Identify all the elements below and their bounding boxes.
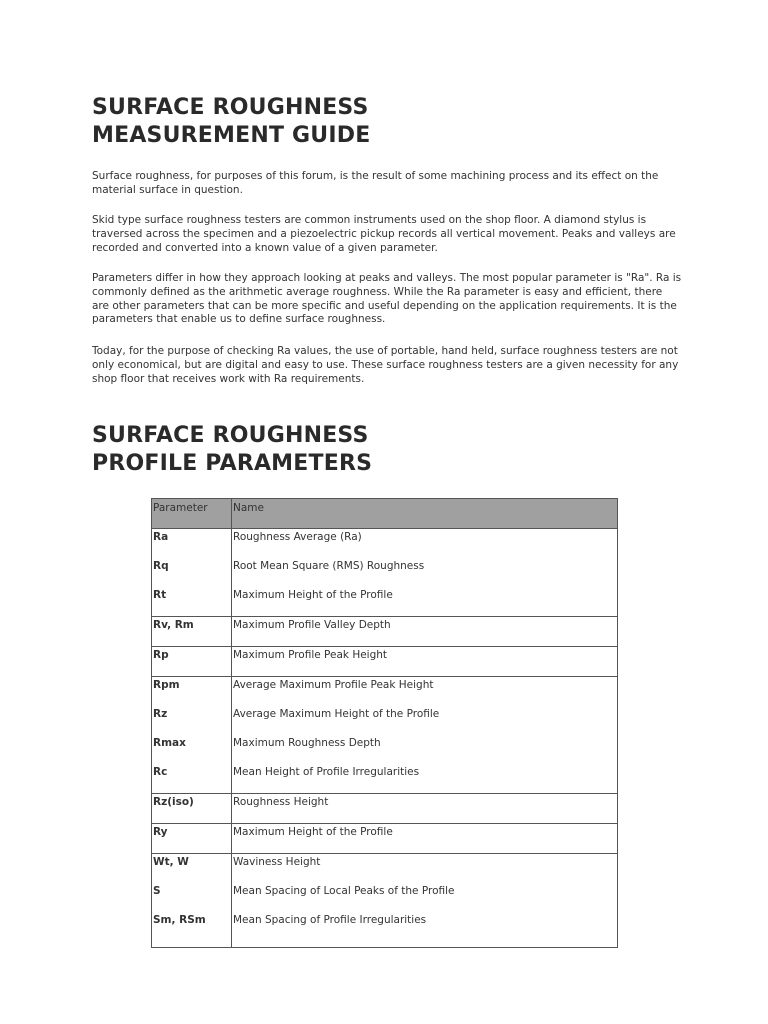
name-cell: Maximum Height of the Profile — [232, 824, 618, 854]
table-row — [152, 735, 618, 764]
title-line: MEASUREMENT GUIDE — [92, 123, 371, 148]
parameters-table — [151, 498, 618, 948]
name-cell: Waviness Height — [232, 854, 618, 884]
name-cell: Maximum Height of the Profile — [232, 587, 618, 617]
parameter-cell: Sm, RSm — [152, 912, 232, 948]
table-row — [152, 824, 618, 854]
table-row — [152, 794, 618, 824]
paragraph: Today, for the purpose of checking Ra values, the use of portable, hand held, surface roughness testers are not only economical, but are digital and easy to use. These surface roughness testers are a given necessity for any shop floor that receives work with Ra requirements. — [92, 345, 679, 385]
table-header-row — [152, 499, 618, 529]
table-row — [152, 764, 618, 794]
parameter-cell: Rpm — [152, 677, 232, 707]
parameter-cell: Rz — [152, 706, 232, 735]
parameter-cell: Rp — [152, 647, 232, 677]
parameter-cell: Rv, Rm — [152, 617, 232, 647]
name-cell: Average Maximum Profile Peak Height — [232, 677, 618, 707]
name-cell: Maximum Profile Valley Depth — [232, 617, 618, 647]
name-cell: Root Mean Square (RMS) Roughness — [232, 558, 618, 587]
parameter-cell: S — [152, 883, 232, 912]
parameter-cell: Rc — [152, 764, 232, 794]
table-row — [152, 912, 618, 948]
name-cell: Mean Spacing of Local Peaks of the Profile — [232, 883, 618, 912]
column-header-name: Name — [232, 499, 618, 529]
name-cell: Maximum Roughness Depth — [232, 735, 618, 764]
table-row — [152, 558, 618, 587]
table-row — [152, 706, 618, 735]
table-row — [152, 529, 618, 559]
name-cell: Mean Spacing of Profile Irregularities — [232, 912, 618, 948]
paragraph: Parameters differ in how they approach looking at peaks and valleys. The most popular parameter is "Ra". Ra is commonly defined as the arithmetic average roughness. While the Ra parameter is easy and efficient, there are other parameters that can be more specific and useful depending on the application requirements. It is the parameters that enable us to define surface roughness. — [92, 272, 682, 326]
parameter-cell: Rt — [152, 587, 232, 617]
table-row — [152, 617, 618, 647]
name-cell: Maximum Profile Peak Height — [232, 647, 618, 677]
name-cell: Roughness Height — [232, 794, 618, 824]
parameter-cell: Rmax — [152, 735, 232, 764]
name-cell: Roughness Average (Ra) — [232, 529, 618, 559]
table-row — [152, 647, 618, 677]
column-header-parameter: Parameter — [152, 499, 232, 529]
parameter-cell: Ra — [152, 529, 232, 559]
table-row — [152, 677, 618, 707]
title-line: SURFACE ROUGHNESS — [92, 423, 369, 448]
name-cell: Mean Height of Profile Irregularities — [232, 764, 618, 794]
parameter-cell: Wt, W — [152, 854, 232, 884]
parameter-cell: Ry — [152, 824, 232, 854]
section-title-profile-parameters — [92, 422, 372, 478]
table-row — [152, 854, 618, 884]
paragraph: Skid type surface roughness testers are common instruments used on the shop floor. A diamond stylus is traversed across the specimen and a piezoelectric pickup records all vertical movement. Peaks and valleys are recorded and converted into a known value of a given parameter. — [92, 214, 676, 254]
section-title-measurement-guide — [92, 94, 370, 150]
table-row — [152, 587, 618, 617]
parameter-cell: Rz(iso) — [152, 794, 232, 824]
title-line: PROFILE PARAMETERS — [92, 451, 373, 476]
paragraph: Surface roughness, for purposes of this forum, is the result of some machining process and its effect on the material surface in question. — [92, 170, 659, 196]
name-cell: Average Maximum Height of the Profile — [232, 706, 618, 735]
title-line: SURFACE ROUGHNESS — [92, 95, 369, 120]
parameter-cell: Rq — [152, 558, 232, 587]
table-row — [152, 883, 618, 912]
